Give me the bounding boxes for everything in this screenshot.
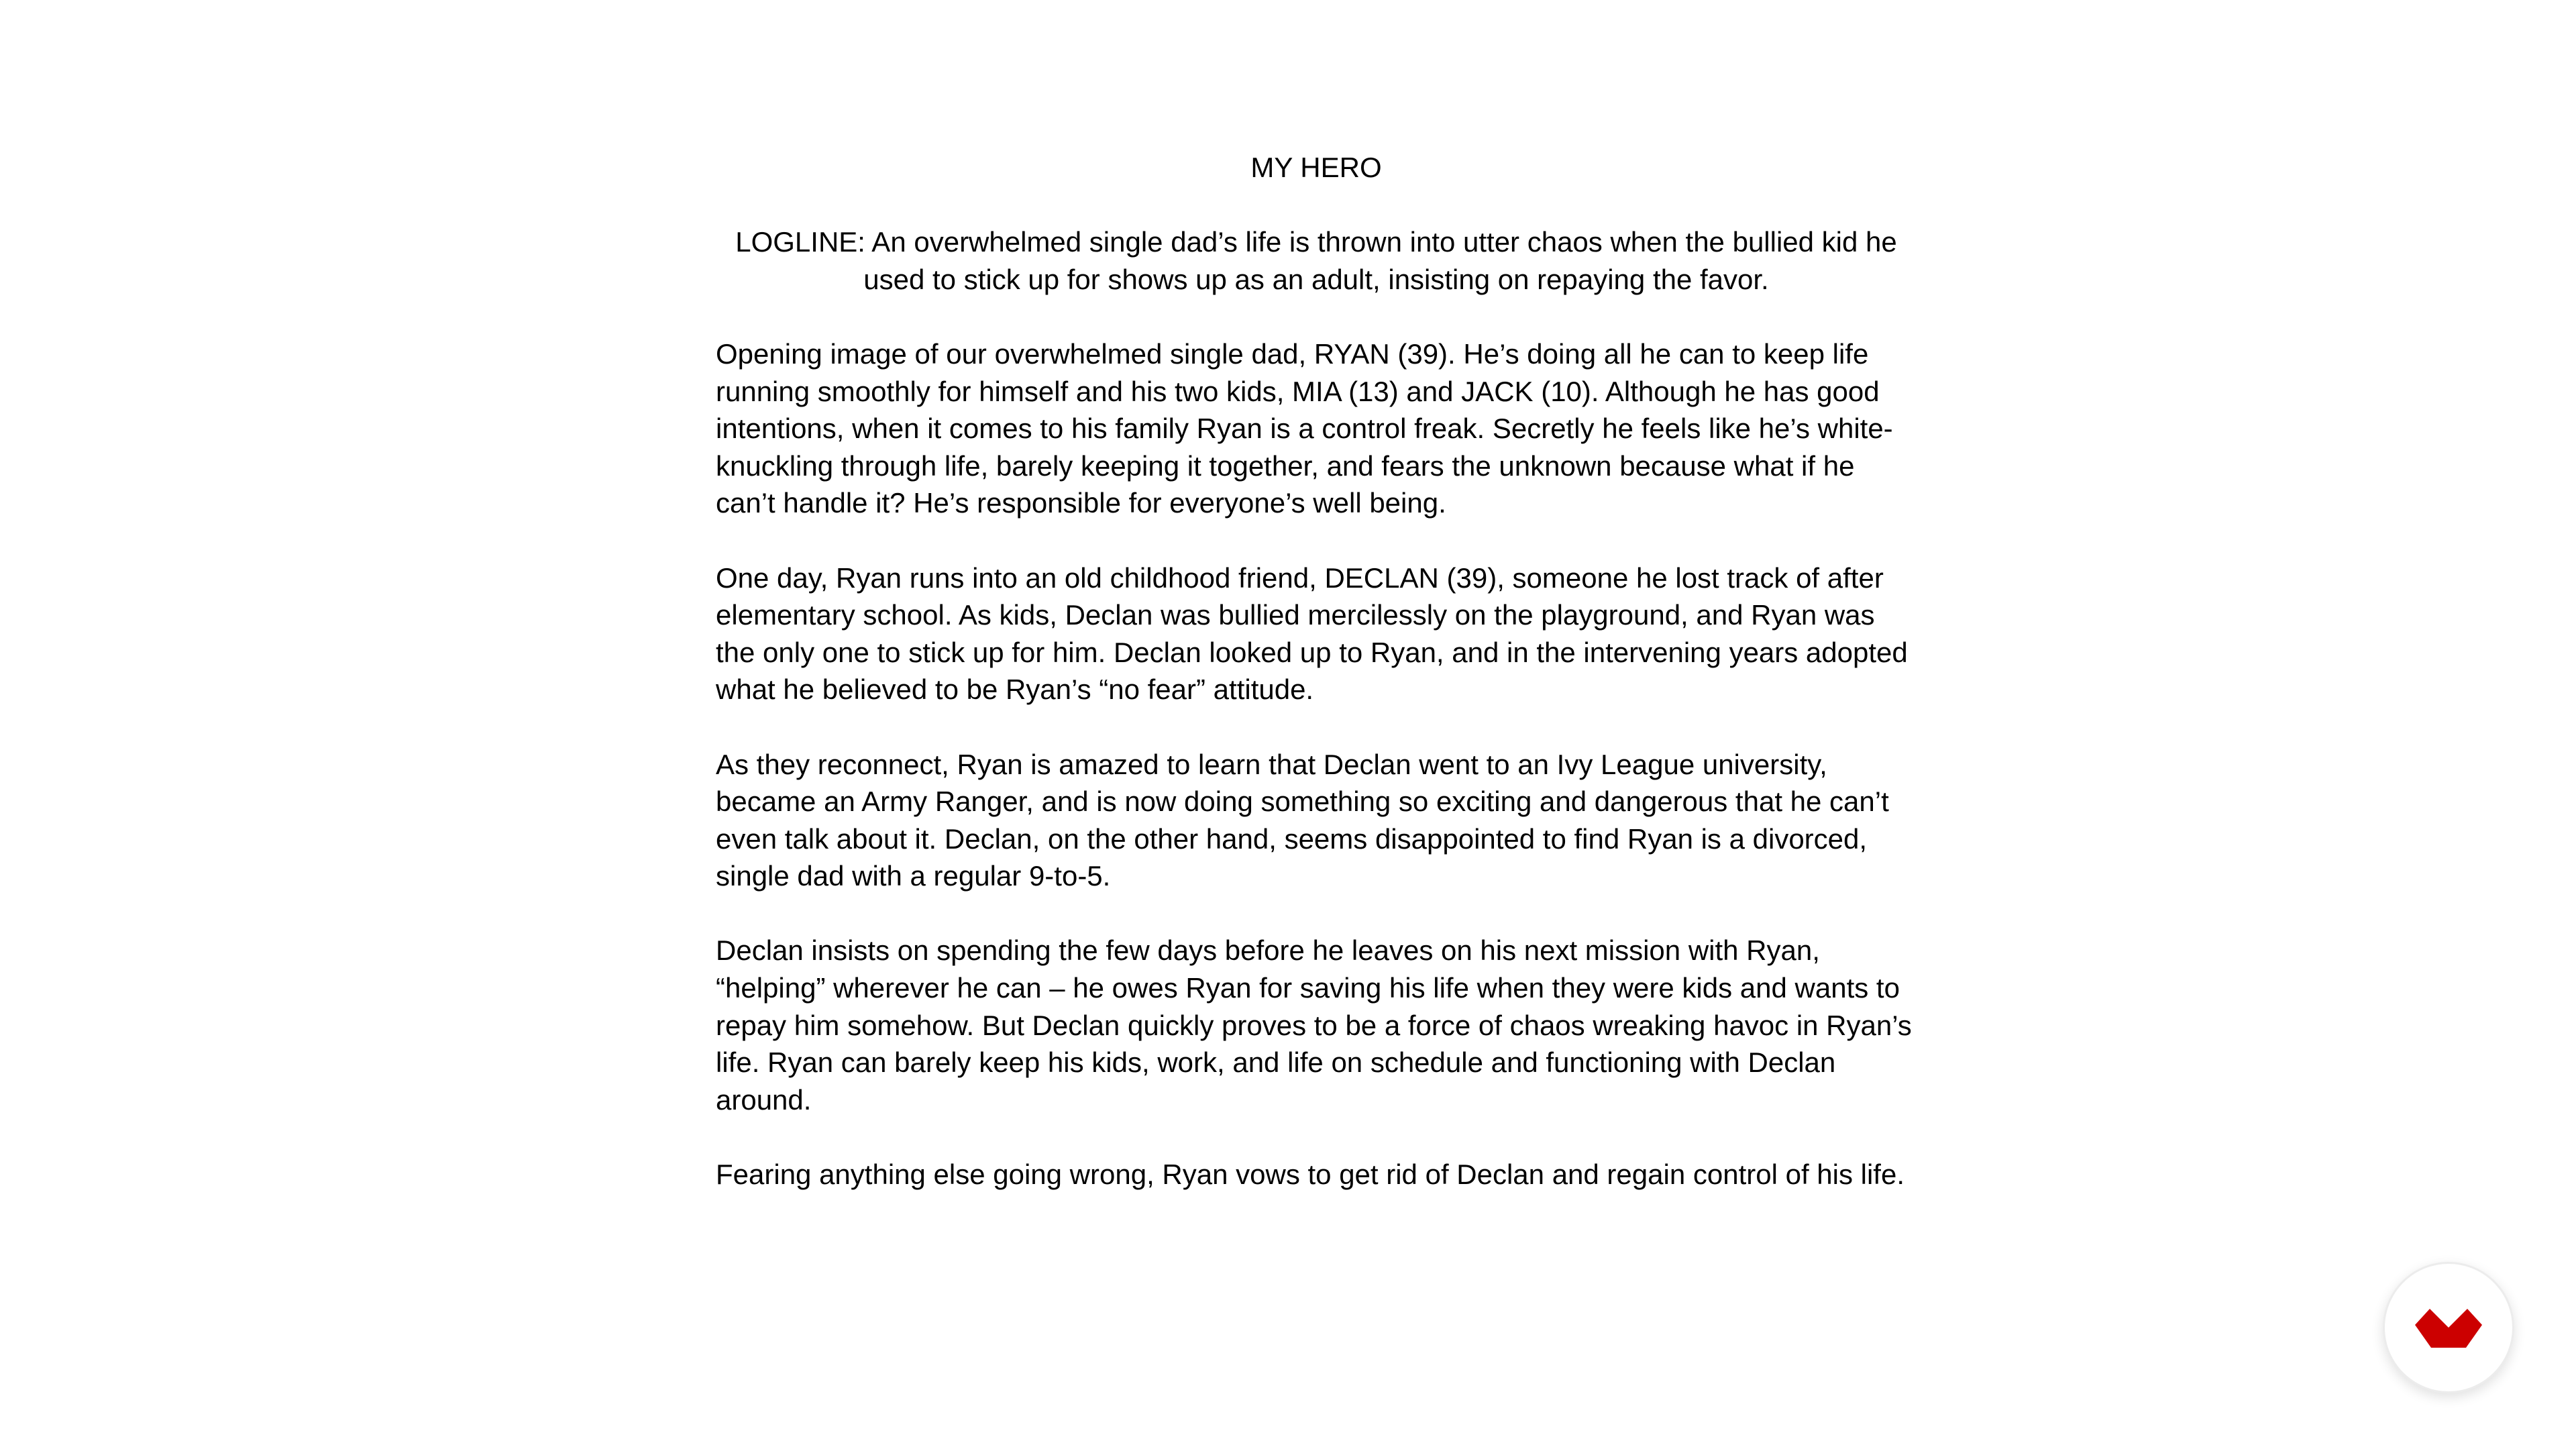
paragraph-4: Declan insists on spending the few days before he leaves on his next mission with Ryan, “helping” wherever he can – he owes Ryan for saving his life when they were kids and wants to repay him somehow. But Declan quickly proves to be a force of chaos wreaking havoc in Ryan’s life. Ryan can barely keep his kids, work, and life on schedule and functioning with Declan around. bbox=[716, 934, 1912, 1116]
floating-logo-button[interactable] bbox=[2383, 1262, 2514, 1393]
paragraph-3: As they reconnect, Ryan is amazed to learn that Declan went to an Ivy League university, became an Army Ranger, and is now doing something so exciting and dangerous that he can’t even talk about it. Declan, on the other hand, seems disappointed to find Ryan is a divorced, single dad with a regular 9-to-5. bbox=[716, 748, 1889, 892]
document-title: MY HERO bbox=[1250, 152, 1382, 183]
paragraph-1: Opening image of our overwhelmed single dad, RYAN (39). He’s doing all he can to keep life running smoothly for himself and his two kids, MIA (13) and JACK (10). Although he has good intentions, when it comes to his family Ryan is a control freak. Secretly he feels like he’s white-knuckling through life, barely keeping it together, and fears the unknown because what if he can’t handle it? He’s responsible for everyone’s well being. bbox=[716, 337, 1893, 519]
document-body bbox=[716, 149, 1917, 1193]
logline: LOGLINE: An overwhelmed single dad’s life is thrown into utter chaos when the bullied kid he used to stick up for shows up as an adult, insisting on repaying the favor. bbox=[735, 226, 1897, 295]
logo-icon bbox=[2414, 1306, 2483, 1349]
paragraph-2: One day, Ryan runs into an old childhood friend, DECLAN (39), someone he lost track of after elementary school. As kids, Declan was bullied mercilessly on the playground, and Ryan was the only one to stick up for him. Declan looked up to Ryan, and in the intervening years adopted what he believed to be Ryan’s “no fear” attitude. bbox=[716, 561, 1908, 706]
paragraph-5: Fearing anything else going wrong, Ryan vows to get rid of Declan and regain control of his life. bbox=[716, 1159, 1904, 1191]
